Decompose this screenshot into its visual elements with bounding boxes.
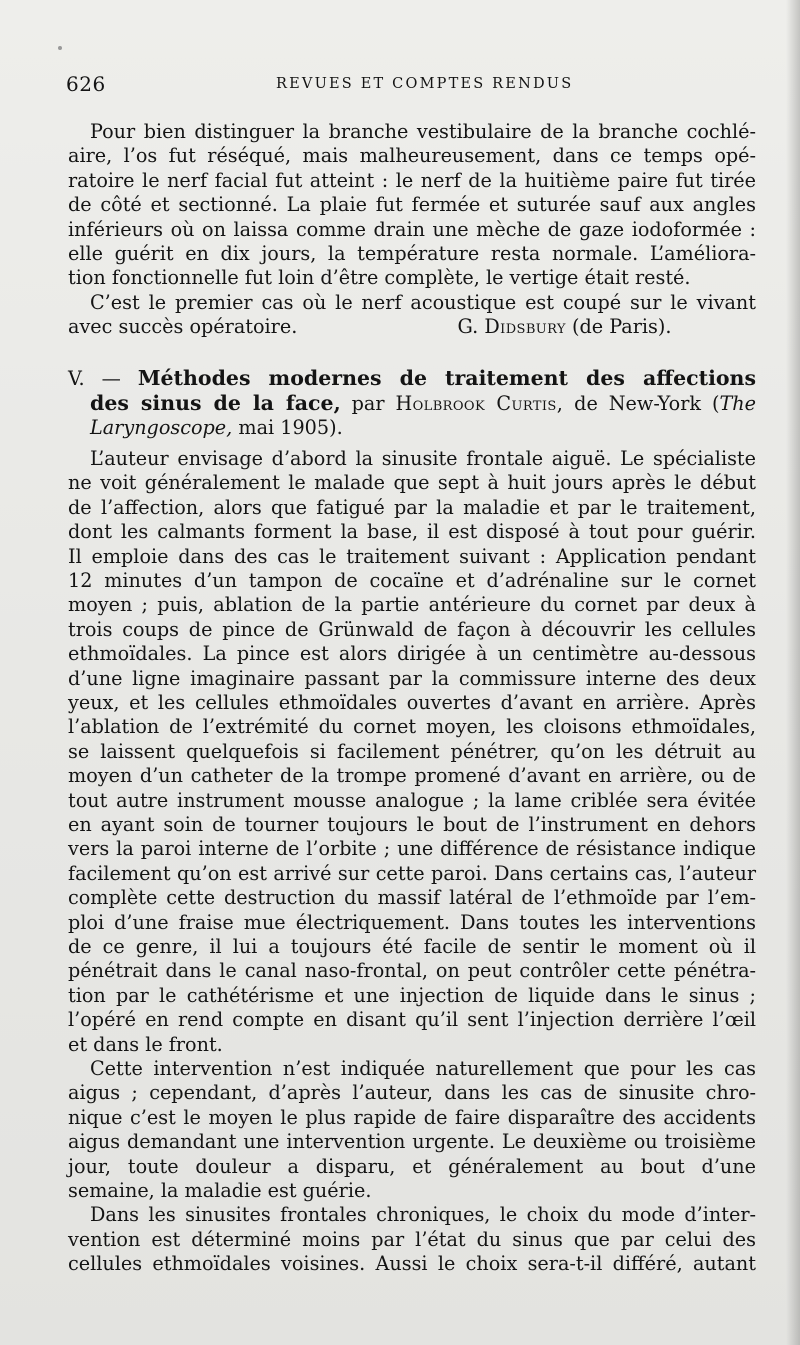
text-line: jour, toute douleur a disparu, et généralement au bout d’une: [68, 1154, 756, 1178]
text-line: ratoire le nerf facial fut atteint : le nerf de la huitième paire fut tirée: [68, 168, 756, 192]
text-line: dont les calmants forment la base, il est disposé à tout pour guérir.: [68, 520, 756, 544]
text-line: aigus ; cependant, d’après l’auteur, dans les cas de sinusite chro-: [68, 1081, 756, 1105]
journal-name: The: [719, 392, 756, 416]
text-line-with-signature: [68, 315, 756, 339]
text-line: Cette intervention n’est indiquée naturellement que pour les cas: [90, 1057, 756, 1081]
text-line: trois coups de pince de Grünwald de façon à découvrir les cellules: [68, 617, 756, 641]
signature-name: Didsbury: [484, 315, 566, 339]
text-line: l’opéré en rend compte en disant qu’il sent l’injection derrière l’œil: [68, 1008, 756, 1032]
signature-initial: G.: [457, 315, 479, 339]
journal-name-continued: Laryngoscope,: [90, 416, 233, 440]
text-line: de ce genre, il lui a toujours été facile de sentir le moment où il: [68, 935, 756, 958]
page-edge-shadow: [786, 0, 800, 1345]
text-line: semaine, la maladie est guérie.: [68, 1179, 372, 1203]
text-line: Il emploie dans des cas le traitement suivant : Application pendant: [68, 544, 756, 568]
text-line: Pour bien distinguer la branche vestibulaire de la branche cochlé-: [90, 120, 756, 143]
text-line: tion par le cathétérisme et une injection de liquide dans le sinus ;: [68, 983, 756, 1007]
text-line: moyen ; puis, ablation de la partie antérieure du cornet par deux à: [68, 593, 756, 617]
paragraph-vestibular-case: [68, 120, 756, 291]
text-line: tion fonctionnelle fut loin d’être complète, le vertige était resté.: [68, 266, 691, 290]
text-line: L’auteur envisage d’abord la sinusite frontale aiguë. Le spécialiste: [90, 446, 756, 470]
text-line: tout autre instrument mousse analogue ; la lame criblée sera évitée: [68, 788, 756, 812]
text-line: de l’affection, alors que fatigué par la maladie et par le traitement,: [68, 495, 756, 519]
text-line: aigus demandant une intervention urgente. Le deuxième ou troisième: [68, 1130, 756, 1154]
text-line: inférieurs où on laissa comme drain une mèche de gaze iodoformée :: [68, 217, 756, 241]
paragraph-first-case: [68, 291, 756, 340]
article-title: Méthodes modernes de traitement des affections: [137, 365, 757, 390]
article-author: Holbrook Curtis,: [395, 392, 564, 416]
heading-line: [68, 366, 756, 391]
running-head: [66, 72, 756, 102]
paragraph-intervention-indication: [68, 1057, 756, 1203]
ink-speck: [58, 46, 62, 50]
text-line: vention est déterminé moins par l’état du sinus que par celui des: [68, 1227, 756, 1251]
body-text: [68, 120, 756, 1277]
text-line: ploi d’une fraise mue électriquement. Dans toutes les interventions: [68, 910, 756, 934]
paragraph-chronic-frontal-sinusitis: [68, 1203, 756, 1276]
publication-date: mai 1905).: [238, 416, 343, 440]
text-line: pénétrait dans le canal naso-frontal, on peut contrôler cette pénétra-: [68, 959, 756, 983]
text-line: C’est le premier cas où le nerf acoustique est coupé sur le vivant: [90, 290, 756, 314]
article-heading: [68, 366, 756, 441]
text-line: moyen d’un catheter de la trompe promené d’avant en arrière, ou de: [68, 764, 756, 788]
text-line: yeux, et les cellules ethmoïdales ouvertes d’avant en arrière. Après: [68, 690, 756, 714]
running-title: REVUES ET COMPTES RENDUS: [276, 76, 574, 92]
text-line: en ayant soin de tourner toujours le bout de l’instrument en dehors: [68, 812, 756, 836]
author-place: de New-York (: [574, 392, 720, 416]
text-line: vers la paroi interne de l’orbite ; une différence de résistance indique: [68, 837, 756, 861]
text-line: d’une ligne imaginaire passant par la commissure interne des deux: [68, 666, 756, 690]
signature-place: (de Paris).: [572, 315, 672, 339]
text-line: elle guérit en dix jours, la température resta normale. L’améliora-: [68, 242, 756, 266]
text-line: complète cette destruction du massif latéral de l’ethmoïde par l’em-: [68, 886, 756, 910]
heading-line: [68, 416, 756, 440]
text-line: se laissent quelquefois si facilement pénétrer, qu’on les détruit au: [68, 739, 756, 763]
text-line: aire, l’os fut réséqué, mais malheureusement, dans ce temps opé-: [68, 144, 756, 168]
text-line: facilement qu’on est arrivé sur cette paroi. Dans certains cas, l’auteur: [68, 861, 756, 885]
text-line: ne voit généralement le malade que sept à huit jours après le début: [68, 471, 756, 495]
heading-line: [68, 391, 756, 416]
byline-par: par: [351, 392, 385, 416]
article-title-continued: des sinus de la face,: [90, 391, 341, 416]
page-number: 626: [66, 72, 106, 96]
text-line: nique c’est le moyen le plus rapide de faire disparaître des accidents: [68, 1105, 756, 1129]
text-line: ethmoïdales. La pince est alors dirigée à un centimètre au-dessous: [68, 642, 756, 666]
text-line: l’ablation de l’extrémité du cornet moyen, les cloisons ethmoïdales,: [68, 715, 756, 739]
text-line: et dans le front.: [68, 1032, 223, 1056]
text-line: de côté et sectionné. La plaie fut fermée et suturée sauf aux angles: [68, 193, 756, 217]
text-line: 12 minutes d’un tampon de cocaïne et d’adrénaline sur le cornet: [68, 568, 756, 592]
text-line: cellules ethmoïdales voisines. Aussi le choix sera-t-il différé, autant: [68, 1252, 756, 1276]
text-line: Dans les sinusites frontales chroniques, le choix du mode d’inter-: [90, 1203, 756, 1227]
article-number: V. —: [68, 366, 121, 390]
text-fragment: avec succès opératoire.: [68, 315, 298, 339]
paragraph-acute-frontal-sinusitis: [68, 447, 756, 1057]
